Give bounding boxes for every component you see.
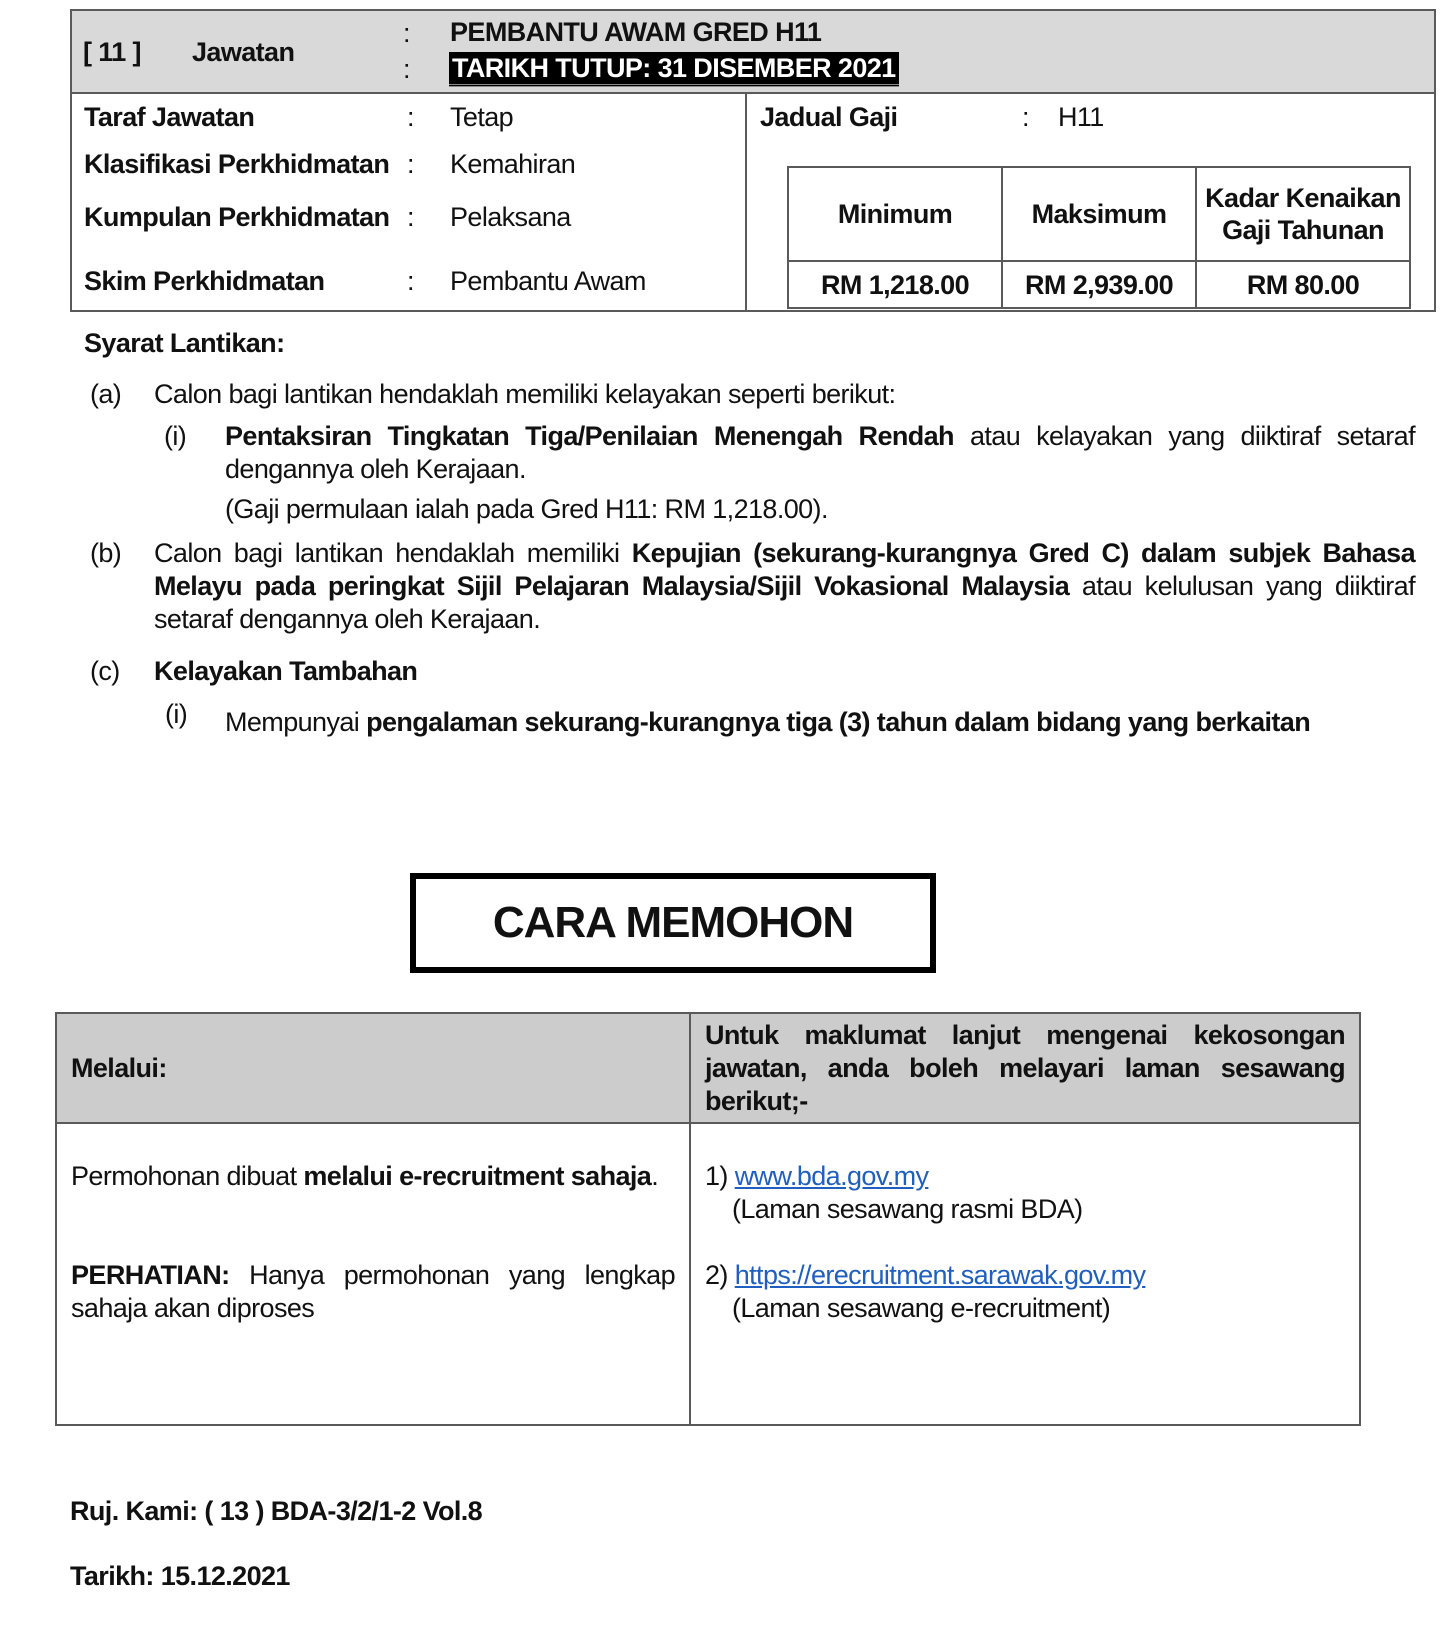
salary-header-increment-line1: Kadar Kenaikan bbox=[1205, 183, 1401, 213]
detail-label-klasifikasi: Klasifikasi Perkhidmatan bbox=[84, 149, 390, 179]
detail-value-skim: Pembantu Awam bbox=[450, 266, 646, 296]
apply-header-info-text: Untuk maklumat lanjut mengenai kekosongan jawatan, anda boleh melayari laman sesawang berikut;- bbox=[705, 1019, 1345, 1116]
salary-header-increment-line2: Gaji Tahunan bbox=[1222, 215, 1384, 245]
post-number: [ 11 ] bbox=[83, 37, 141, 67]
apply-notice-text: Hanya permohonan yang lengkap sahaja akan diproses bbox=[71, 1260, 675, 1323]
salary-colon: : bbox=[1022, 102, 1030, 132]
salary-value-row bbox=[788, 261, 1410, 308]
req-b-before: Calon bagi lantikan hendaklah memiliki bbox=[154, 538, 632, 568]
detail-colon: : bbox=[407, 266, 415, 296]
post-colon-1: : bbox=[403, 18, 411, 48]
salary-header-maximum: Maksimum bbox=[1002, 167, 1196, 261]
req-c-i-text bbox=[225, 706, 1310, 738]
post-title: PEMBANTU AWAM GRED H11 bbox=[450, 17, 822, 47]
apply-method bbox=[71, 1160, 675, 1193]
apply-header-row bbox=[56, 1013, 1360, 1123]
apply-link-item bbox=[705, 1160, 1345, 1226]
req-a-i-bold: Pentaksiran Tingkatan Tiga/Penilaian Menengah Rendah bbox=[225, 421, 954, 451]
req-c-i-marker: (i) bbox=[165, 699, 188, 729]
bda-website-link[interactable]: www.bda.gov.my bbox=[734, 1161, 929, 1191]
detail-label-skim: Skim Perkhidmatan bbox=[84, 266, 325, 296]
req-a-i-marker: (i) bbox=[164, 421, 187, 451]
link-1-number: 1) bbox=[705, 1161, 728, 1191]
reference-number: Ruj. Kami: ( 13 ) BDA-3/2/1-2 Vol.8 bbox=[70, 1496, 483, 1526]
detail-label-kumpulan: Kumpulan Perkhidmatan bbox=[84, 202, 390, 232]
salary-header-increment bbox=[1196, 167, 1410, 261]
salary-header-minimum: Minimum bbox=[788, 167, 1002, 261]
apply-method-bold: melalui e-recruitment sahaja bbox=[303, 1161, 652, 1191]
apply-method-cell bbox=[56, 1123, 690, 1425]
post-label: Jawatan bbox=[192, 37, 295, 67]
req-a-i-rest: atau kelayakan yang diiktiraf setaraf dengannya oleh Kerajaan. bbox=[225, 421, 1415, 484]
closing-date-badge: TARIKH TUTUP: 31 DISEMBER 2021 bbox=[449, 52, 899, 87]
req-a-i-note: (Gaji permulaan ialah pada Gred H11: RM 1,218.00). bbox=[225, 494, 828, 524]
salary-table bbox=[787, 166, 1411, 309]
req-c-i-plain: Mempunyai bbox=[225, 707, 367, 737]
salary-schedule-label: Jadual Gaji bbox=[760, 102, 898, 132]
detail-colon: : bbox=[407, 202, 415, 232]
req-a-text: Calon bagi lantikan hendaklah memiliki kelayakan seperti berikut: bbox=[154, 379, 896, 409]
salary-maximum: RM 2,939.00 bbox=[1002, 261, 1196, 308]
detail-colon: : bbox=[407, 149, 415, 179]
req-c-i-bold: pengalaman sekurang-kurangnya tiga (3) tahun dalam bidang yang berkaitan bbox=[366, 707, 1311, 737]
document-date: Tarikh: 15.12.2021 bbox=[70, 1561, 290, 1591]
post-colon-2: : bbox=[403, 54, 411, 84]
how-to-apply-title: CARA MEMOHON bbox=[410, 873, 936, 973]
apply-links-cell bbox=[690, 1123, 1360, 1425]
detail-value-taraf: Tetap bbox=[450, 102, 514, 132]
details-divider bbox=[745, 92, 747, 310]
salary-schedule-value: H11 bbox=[1058, 102, 1104, 132]
requirements-heading: Syarat Lantikan: bbox=[84, 328, 285, 358]
apply-method-end: . bbox=[651, 1161, 659, 1191]
link-1-description: (Laman sesawang rasmi BDA) bbox=[732, 1194, 1083, 1224]
detail-value-klasifikasi: Kemahiran bbox=[450, 149, 576, 179]
detail-value-kumpulan: Pelaksana bbox=[450, 202, 571, 232]
salary-increment: RM 80.00 bbox=[1196, 261, 1410, 308]
apply-header-via bbox=[56, 1013, 690, 1123]
req-a-marker: (a) bbox=[90, 379, 122, 409]
apply-link-item bbox=[705, 1259, 1345, 1325]
salary-header-row bbox=[788, 167, 1410, 261]
apply-notice bbox=[71, 1259, 675, 1325]
req-b-bold: Kepujian (sekurang-kurangnya Gred C) dalam subjek Bahasa Melayu pada peringkat Sijil Pelajaran Malaysia/Sijil Vokasional Malaysia bbox=[154, 538, 1415, 601]
salary-minimum: RM 1,218.00 bbox=[788, 261, 1002, 308]
detail-label-taraf: Taraf Jawatan bbox=[84, 102, 255, 132]
apply-body-row bbox=[56, 1123, 1360, 1425]
detail-colon: : bbox=[407, 102, 415, 132]
apply-header-info bbox=[690, 1013, 1360, 1123]
erecruitment-website-link[interactable]: https://erecruitment.sarawak.gov.my bbox=[734, 1260, 1146, 1290]
apply-method-text: Permohonan dibuat bbox=[71, 1161, 304, 1191]
apply-notice-label: PERHATIAN: bbox=[71, 1260, 230, 1290]
req-a-i-text bbox=[225, 420, 1415, 486]
req-c-marker: (c) bbox=[90, 656, 120, 686]
link-2-description: (Laman sesawang e-recruitment) bbox=[732, 1293, 1111, 1323]
link-2-number: 2) bbox=[705, 1260, 728, 1290]
req-b-text bbox=[154, 537, 1415, 636]
how-to-apply-table bbox=[55, 1012, 1361, 1426]
req-b-after: atau kelulusan yang diiktiraf setaraf dengannya oleh Kerajaan. bbox=[154, 571, 1415, 634]
req-c-heading: Kelayakan Tambahan bbox=[154, 656, 418, 686]
apply-header-via-text: Melalui: bbox=[71, 1052, 167, 1083]
req-b-marker: (b) bbox=[90, 538, 122, 568]
